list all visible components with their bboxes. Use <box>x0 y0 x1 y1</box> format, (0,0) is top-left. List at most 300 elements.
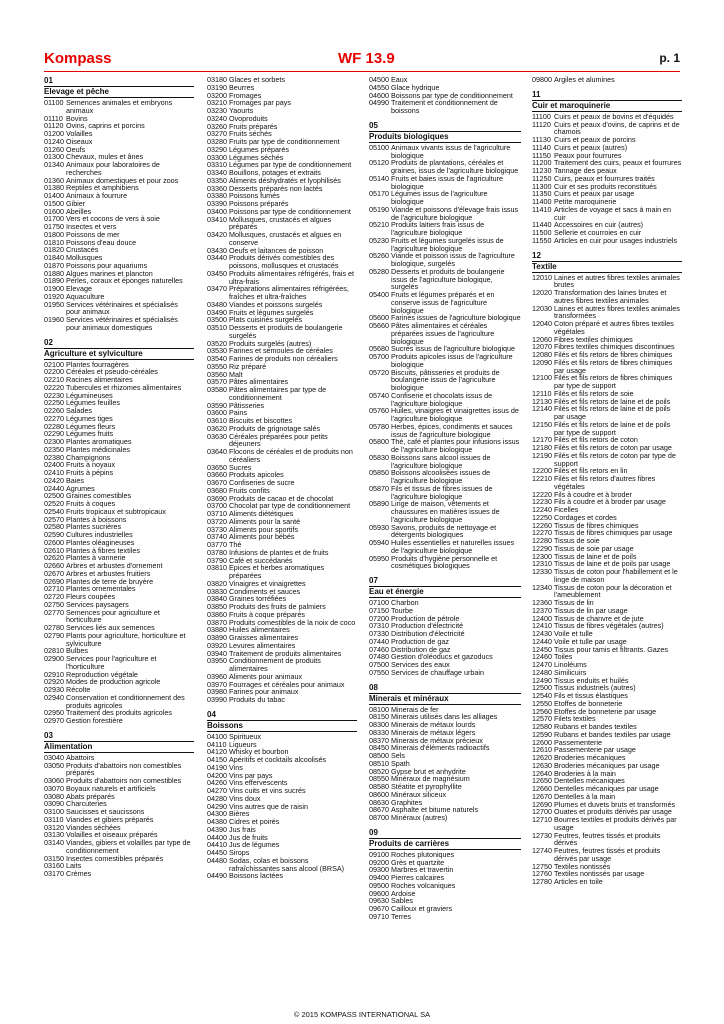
entry-label: Services des eaux <box>391 660 450 669</box>
entry-label: Yaourts <box>229 106 254 115</box>
entry-label: Minéraux siliceux <box>391 789 447 799</box>
entry-code: 05940 <box>369 538 389 547</box>
section-number: 08 <box>369 682 378 692</box>
entry-label: Cuir et ses produits reconstitués <box>554 181 657 191</box>
entry-label: Marbres et travertin <box>391 865 454 875</box>
index-entry <box>369 438 521 454</box>
entry-label: Fruits préparés <box>229 121 278 131</box>
entry-code: 12490 <box>532 675 552 685</box>
entry-code: 07310 <box>369 621 389 631</box>
entry-code: 12760 <box>532 869 552 879</box>
entry-label: Thé, café et plantes pour infusions issus de l'agriculture biologique <box>391 437 520 454</box>
entry-label: Minerais de métaux précieux <box>391 735 483 745</box>
entry-code: 01260 <box>44 144 64 154</box>
entry-code: 08450 <box>369 743 389 753</box>
entry-code: 02230 <box>44 390 64 400</box>
entry-code: 01900 <box>44 284 64 293</box>
entry-code: 08550 <box>369 774 389 784</box>
entry-label: Pains <box>229 408 247 418</box>
entry-code: 01120 <box>44 121 64 131</box>
entry-label: Reproduction végétale <box>66 669 138 679</box>
entry-code: 04550 <box>369 82 389 92</box>
entry-label: Arbres et arbustes fruitiers <box>66 568 151 578</box>
entry-label: Fils et tissus élastiques <box>554 691 628 700</box>
entry-code: 03410 <box>207 214 227 224</box>
section-number: 02 <box>44 337 53 347</box>
entry-code: 03940 <box>207 648 227 658</box>
entry-code: 02790 <box>44 630 64 640</box>
entry-label: Viandes et poissons surgelés <box>229 299 323 309</box>
entry-label: Tissus de chanvre et de jute <box>554 613 644 623</box>
entry-label: Gypse brut et anhydrite <box>391 766 466 776</box>
entry-code: 07550 <box>369 667 389 677</box>
entry-label: Beurres <box>229 82 255 92</box>
entry-label: Tourbe <box>391 605 413 615</box>
entry-code: 03180 <box>207 75 227 84</box>
entry-label: Pâtes alimentaires par type de conditionnement <box>229 385 327 402</box>
entry-code: 02610 <box>44 545 64 555</box>
entry-label: Tissus pour tamis et filtrants. Gazes <box>554 644 668 654</box>
index-entry <box>207 216 357 232</box>
entry-label: Ardoise <box>391 888 416 898</box>
entry-code: 03060 <box>44 776 64 785</box>
entry-code: 03080 <box>44 791 64 801</box>
entry-label: Argiles et alumines <box>554 75 615 84</box>
entry-code: 01800 <box>44 229 64 239</box>
entry-label: Produits d'hygiène personnelle et cosmétiques biologiques <box>391 553 498 571</box>
entry-label: Produits apicoles <box>229 470 284 480</box>
entry-label: Voile et tulle <box>554 629 593 638</box>
index-entry <box>207 270 357 286</box>
entry-code: 02570 <box>44 514 64 524</box>
index-entry <box>207 696 357 704</box>
entry-code: 05100 <box>369 142 389 152</box>
entry-label: Whisky et bourbon <box>229 747 289 757</box>
entry-code: 05700 <box>369 352 389 361</box>
entry-code: 12590 <box>532 729 552 739</box>
entry-code: 12290 <box>532 543 552 553</box>
entry-code: 04290 <box>207 801 227 811</box>
entry-code: 03890 <box>207 633 227 642</box>
entry-label: Services paysagers <box>66 599 129 609</box>
entry-label: Produits apicoles issus de l'agriculture biologique <box>391 352 513 369</box>
entry-label: Gestion forestière <box>66 716 123 725</box>
entry-code: 12030 <box>532 303 552 313</box>
entry-code: 05400 <box>369 290 389 299</box>
entry-label: Salades <box>66 406 92 415</box>
entry-label: Produits d'abattoirs non comestibles préparés <box>66 760 182 778</box>
entry-label: Légumes feuilles <box>66 398 120 408</box>
entry-code: 12280 <box>532 536 552 545</box>
entry-code: 12690 <box>532 799 552 809</box>
index-entry <box>44 161 194 177</box>
entry-label: Animaux domestiques et pour zoos <box>66 175 179 185</box>
entry-code: 04600 <box>369 90 389 100</box>
entry-label: Vers et cocons de vers à soie <box>66 214 160 224</box>
entry-label: Services vétérinaires et spécialisés pour animaux <box>66 299 178 317</box>
entry-code: 03430 <box>207 245 227 255</box>
entry-label: Chevaux, mules et ânes <box>66 152 144 162</box>
entry-code: 02620 <box>44 553 64 563</box>
index-entry <box>369 555 521 571</box>
entry-code: 11130 <box>532 135 551 144</box>
index-entry <box>369 144 521 160</box>
index-entry <box>369 159 521 175</box>
index-entry <box>532 452 682 468</box>
entry-code: 12470 <box>532 660 552 669</box>
entry-label: Filés et fils retors d'autres fibres végétales <box>554 474 656 491</box>
entry-label: Vins doux <box>229 793 261 803</box>
entry-label: Tissus de fibres chimiques par usage <box>554 528 673 538</box>
section-title: Minerais et minéraux <box>369 693 521 705</box>
entry-code: 08670 <box>369 805 389 815</box>
entry-label: Minerais de métaux lourds <box>391 720 476 729</box>
entry-label: Légumes issus de l'agriculture biologique <box>391 189 488 206</box>
entry-code: 01360 <box>44 175 64 185</box>
entry-code: 03680 <box>207 485 227 495</box>
entry-label: Boyaux naturels et artificiels <box>66 783 156 793</box>
entry-code: 03600 <box>207 408 227 418</box>
entry-label: Sucres <box>229 462 252 472</box>
entry-code: 11100 <box>532 111 551 121</box>
entry-label: Produits alimentaires réfrigérés, frais et ultra-frais <box>229 268 355 286</box>
entry-code: 03200 <box>207 90 227 100</box>
entry-code: 03120 <box>44 822 64 832</box>
entry-code: 12620 <box>532 753 552 762</box>
entry-code: 03070 <box>44 783 64 793</box>
entry-label: Toiles <box>554 652 573 662</box>
entry-code: 11440 <box>532 220 552 230</box>
entry-label: Mollusques, crustacés et algues en conserve <box>229 230 342 247</box>
entry-code: 03830 <box>207 586 227 596</box>
entry-label: Pâtes alimentaires <box>229 377 289 387</box>
entry-code: 12170 <box>532 435 552 445</box>
entry-label: Jus de fruits <box>229 832 268 842</box>
entry-code: 12150 <box>532 419 552 429</box>
entry-code: 03730 <box>207 524 227 534</box>
entry-code: 02380 <box>44 452 64 462</box>
entry-label: Produits de plantations, céréales et graines, issus de l'agriculture biologique <box>391 158 519 175</box>
entry-label: Filés et fils retors de coton <box>554 435 638 445</box>
entry-label: Voile et tulle par usage <box>554 636 627 646</box>
entry-code: 12230 <box>532 497 552 507</box>
entry-code: 09200 <box>369 857 389 867</box>
entry-code: 03810 <box>207 563 227 573</box>
entry-code: 03950 <box>207 656 227 666</box>
entry-code: 01960 <box>44 315 64 324</box>
index-entry <box>44 99 194 115</box>
entry-label: Conditionnement de produits alimentaires <box>229 656 321 673</box>
entry-label: Café et succédanés <box>229 555 293 565</box>
entry-label: Fils à coudre et à broder <box>554 489 632 499</box>
entry-label: Glace hydrique <box>391 82 440 92</box>
entry-code: 01340 <box>44 160 64 169</box>
entry-label: Articles de voyage et sacs à main en cuir <box>554 204 672 222</box>
entry-code: 12110 <box>532 388 552 398</box>
entry-label: Tissus de coton pour l'habillement et le linge de maison <box>554 567 678 584</box>
entry-label: Bulbes <box>66 646 88 656</box>
entry-code: 12200 <box>532 466 552 476</box>
page-number: p. 1 <box>659 51 680 65</box>
index-entry <box>207 285 357 301</box>
entry-label: Sellerie et courroies en cuir <box>554 228 642 237</box>
entry-code: 12240 <box>532 505 552 514</box>
entry-label: Desserts et produits de boulangerie issus de l'agriculture biologique, surgelés <box>391 266 505 292</box>
entry-label: Huiles alimentaires <box>229 625 290 635</box>
entry-code: 04260 <box>207 778 227 788</box>
entry-code: 03050 <box>44 760 64 770</box>
entry-label: Filés et fils retors en lin <box>554 466 628 476</box>
entry-label: Céréales et pseudo-céréales <box>66 367 158 377</box>
entry-label: Savons, produits de nettoyage et détergents biologiques <box>391 522 497 540</box>
entry-code: 12410 <box>532 621 552 631</box>
entry-code: 02660 <box>44 561 64 570</box>
entry-code: 03790 <box>207 555 227 565</box>
index-entry <box>532 421 682 437</box>
entry-label: Pâtes alimentaires et céréales préparées issues de l'agriculture biologique <box>391 321 495 346</box>
entry-code: 12450 <box>532 644 552 654</box>
entry-label: Desserts préparés non lactés <box>229 183 323 193</box>
section-title: Elevage et pêche <box>44 86 194 98</box>
entry-label: Légumes fleurs <box>66 421 116 431</box>
entry-code: 08510 <box>369 758 389 768</box>
entry-code: 01820 <box>44 245 64 255</box>
entry-label: Tissus de fibres chimiques <box>554 520 639 530</box>
entry-code: 03170 <box>44 869 64 878</box>
entry-label: Similicuirs <box>554 667 587 677</box>
entry-code: 12330 <box>532 567 552 576</box>
entry-code: 03260 <box>207 121 227 131</box>
entry-label: Tissus enduits et huilés <box>554 675 629 685</box>
entry-label: Roches plutoniques <box>391 849 455 859</box>
entry-label: Ficelles <box>554 505 579 514</box>
entry-code: 02940 <box>44 692 64 702</box>
entry-code: 12440 <box>532 636 552 646</box>
entry-label: Légumineuses <box>66 390 113 400</box>
entry-code: 02260 <box>44 406 64 415</box>
entry-label: Cuirs et peaux de porcins <box>554 135 636 144</box>
index-entry <box>369 485 521 501</box>
entry-label: Tissus de coton pour la décoration et l'ameublement <box>554 582 672 600</box>
entry-code: 02600 <box>44 537 64 547</box>
entry-label: Fruits confits <box>229 485 270 495</box>
entry-label: Viandes séchées <box>66 822 121 832</box>
entry-label: Tubercules et rhizomes alimentaires <box>66 382 182 392</box>
entry-label: Linoléums <box>554 660 587 669</box>
section-number: 04 <box>207 709 216 719</box>
index-entry <box>369 369 521 392</box>
entry-code: 08520 <box>369 766 389 776</box>
entry-code: 04490 <box>207 871 227 881</box>
entry-code: 03300 <box>207 152 227 162</box>
entry-label: Oeufs et laitances de poisson <box>229 245 324 255</box>
section-title: Produits de carrières <box>369 838 521 850</box>
entry-code: 03500 <box>207 315 227 325</box>
entry-label: Pâtisseries <box>229 400 265 410</box>
index-entry <box>207 231 357 247</box>
entry-code: 04270 <box>207 786 227 795</box>
entry-code: 03440 <box>207 253 227 263</box>
entry-code: 01100 <box>44 98 64 107</box>
entry-code: 12730 <box>532 830 552 840</box>
entry-label: Produits laitiers frais issus de l'agriculture biologique <box>391 220 485 237</box>
index-entry <box>369 454 521 470</box>
entry-label: Chocolat par type de conditionnement <box>229 501 351 511</box>
entry-label: Linge de maison, vêtements et chaussures en matières issues de l'agriculture biologique <box>391 499 500 524</box>
entry-label: Etoffes de bonneterie <box>554 698 623 708</box>
entry-label: Farines pour animaux <box>229 687 299 697</box>
index-entry <box>44 870 194 878</box>
entry-label: Abeilles <box>66 206 92 216</box>
entry-label: Jus frais <box>229 824 256 834</box>
entry-code: 07150 <box>369 605 389 615</box>
entry-label: Cidres et poirés <box>229 817 280 826</box>
entry-code: 03920 <box>207 640 227 650</box>
copyright-footer: © 2015 KOMPASS INTERNATIONAL SA <box>293 1010 431 1019</box>
entry-code: 11200 <box>532 158 552 168</box>
entry-code: 08100 <box>369 704 389 714</box>
entry-code: 07200 <box>369 613 389 623</box>
entry-label: Cuirs et peaux par usage <box>554 189 635 199</box>
entry-code: 03450 <box>207 268 227 278</box>
entry-code: 12010 <box>532 272 552 282</box>
entry-code: 03840 <box>207 594 227 604</box>
entry-code: 03570 <box>207 377 227 387</box>
category-section <box>44 76 194 332</box>
index-entry <box>44 839 194 855</box>
entry-label: Cuirs, peaux et fourrures traités <box>554 173 655 183</box>
entry-label: Farines de produits non céréaliers <box>229 354 338 363</box>
entry-code: 03160 <box>44 861 64 871</box>
entry-label: Tissus de fibres végétales (autres) <box>554 621 664 631</box>
entry-code: 12630 <box>532 760 552 770</box>
entry-code: 03380 <box>207 191 227 201</box>
entry-label: Récolte <box>66 685 91 694</box>
entry-label: Production de pétrole <box>391 613 460 623</box>
entry-label: Vins autres que de raisin <box>229 801 308 811</box>
entry-label: Produits de cacao et de chocolat <box>229 493 334 503</box>
entry-label: Accessoires en cuir (autres) <box>554 220 644 230</box>
index-entry <box>44 301 194 317</box>
entry-label: Laits <box>66 861 82 871</box>
entry-label: Transformation des laines brutes et autres fibres textiles animales <box>554 288 667 305</box>
entry-code: 03240 <box>207 113 227 123</box>
index-entry <box>532 374 682 390</box>
entry-label: Ovins, caprins et porcins <box>66 121 145 131</box>
entry-label: Légumes séchés <box>229 152 284 162</box>
index-entry <box>44 694 194 710</box>
entry-code: 03710 <box>207 509 227 518</box>
entry-code: 02500 <box>44 491 64 501</box>
entry-code: 04380 <box>207 817 227 826</box>
entry-code: 02580 <box>44 522 64 532</box>
entry-label: Services pour l'agriculture et l'horticulture <box>66 654 157 671</box>
entry-code: 03540 <box>207 354 227 363</box>
entry-label: Plantes à fibres textiles <box>66 545 140 555</box>
index-entry <box>369 252 521 268</box>
index-entry <box>532 816 682 832</box>
entry-code: 03280 <box>207 137 227 146</box>
entry-label: Aliments pour bébés <box>229 532 295 542</box>
entry-code: 02100 <box>44 359 64 369</box>
entry-code: 05170 <box>369 189 389 199</box>
entry-label: Articles en cuir pour usages industriels <box>554 235 678 245</box>
entry-code: 05870 <box>369 483 389 493</box>
entry-label: Minerais utilisés dans les alliages <box>391 712 498 722</box>
index-entry <box>369 524 521 540</box>
entry-code: 04400 <box>207 832 227 842</box>
entry-code: 07500 <box>369 660 389 669</box>
entry-code: 05660 <box>369 321 389 330</box>
entry-code: 03740 <box>207 532 227 542</box>
entry-code: 12360 <box>532 598 552 607</box>
entry-label: Perles, coraux et éponges naturelles <box>66 276 183 286</box>
entry-code: 01500 <box>44 198 64 208</box>
index-entry <box>44 316 194 332</box>
entry-label: Fruits par type de conditionnement <box>229 137 340 146</box>
entry-label: Fruits à noyaux <box>66 460 116 470</box>
entry-code: 03650 <box>207 462 227 472</box>
entry-label: Sucres issus de l'agriculture biologique <box>391 344 516 354</box>
section-number: 05 <box>369 120 378 130</box>
category-section <box>369 683 521 822</box>
entry-code: 02540 <box>44 506 64 516</box>
index-entry <box>369 913 521 921</box>
entry-code: 01700 <box>44 214 64 224</box>
entry-code: 12090 <box>532 357 552 367</box>
entry-code: 02300 <box>44 437 64 446</box>
entry-code: 03340 <box>207 168 227 177</box>
entry-code: 03660 <box>207 470 227 480</box>
entry-code: 02770 <box>44 607 64 617</box>
entry-label: Animaux à fourrure <box>66 191 128 200</box>
entry-code: 02410 <box>44 468 64 477</box>
entry-code: 01950 <box>44 299 64 309</box>
entry-code: 03780 <box>207 547 227 557</box>
index-entry <box>207 857 357 873</box>
column-4 <box>532 76 682 886</box>
entry-code: 05800 <box>369 437 389 447</box>
entry-code: 04450 <box>207 848 227 857</box>
entry-code: 03590 <box>207 400 227 410</box>
entry-label: Dentelles mécaniques <box>554 776 625 786</box>
index-entry <box>369 669 521 677</box>
entry-label: Insectes et vers <box>66 222 117 231</box>
entry-label: Charbon <box>391 598 419 607</box>
continued-items <box>207 76 357 704</box>
entry-label: Fruits et légumes surgelés issus de l'agriculture biologique <box>391 235 504 253</box>
entry-code: 09400 <box>369 873 389 882</box>
entry-label: Boissons lactées <box>229 871 283 881</box>
entry-code: 12660 <box>532 784 552 793</box>
entry-label: Fourrages et céréales pour animaux <box>229 679 345 689</box>
entry-code: 03310 <box>207 160 227 170</box>
entry-label: Cuirs et peaux (autres) <box>554 142 628 152</box>
entry-label: Farines et semoules de céréales <box>229 346 333 356</box>
header-divider <box>44 71 680 72</box>
entry-code: 02780 <box>44 623 64 632</box>
entry-code: 12560 <box>532 706 552 716</box>
index-entry <box>369 175 521 191</box>
category-section <box>369 121 521 570</box>
entry-code: 03970 <box>207 679 227 689</box>
entry-code: 12190 <box>532 450 552 460</box>
entry-label: Traitement et conditionnement de boissons <box>391 98 498 115</box>
entry-label: Vins par pays <box>229 770 273 780</box>
index-entry <box>369 237 521 253</box>
index-entry <box>532 878 682 886</box>
column-3 <box>369 76 521 921</box>
